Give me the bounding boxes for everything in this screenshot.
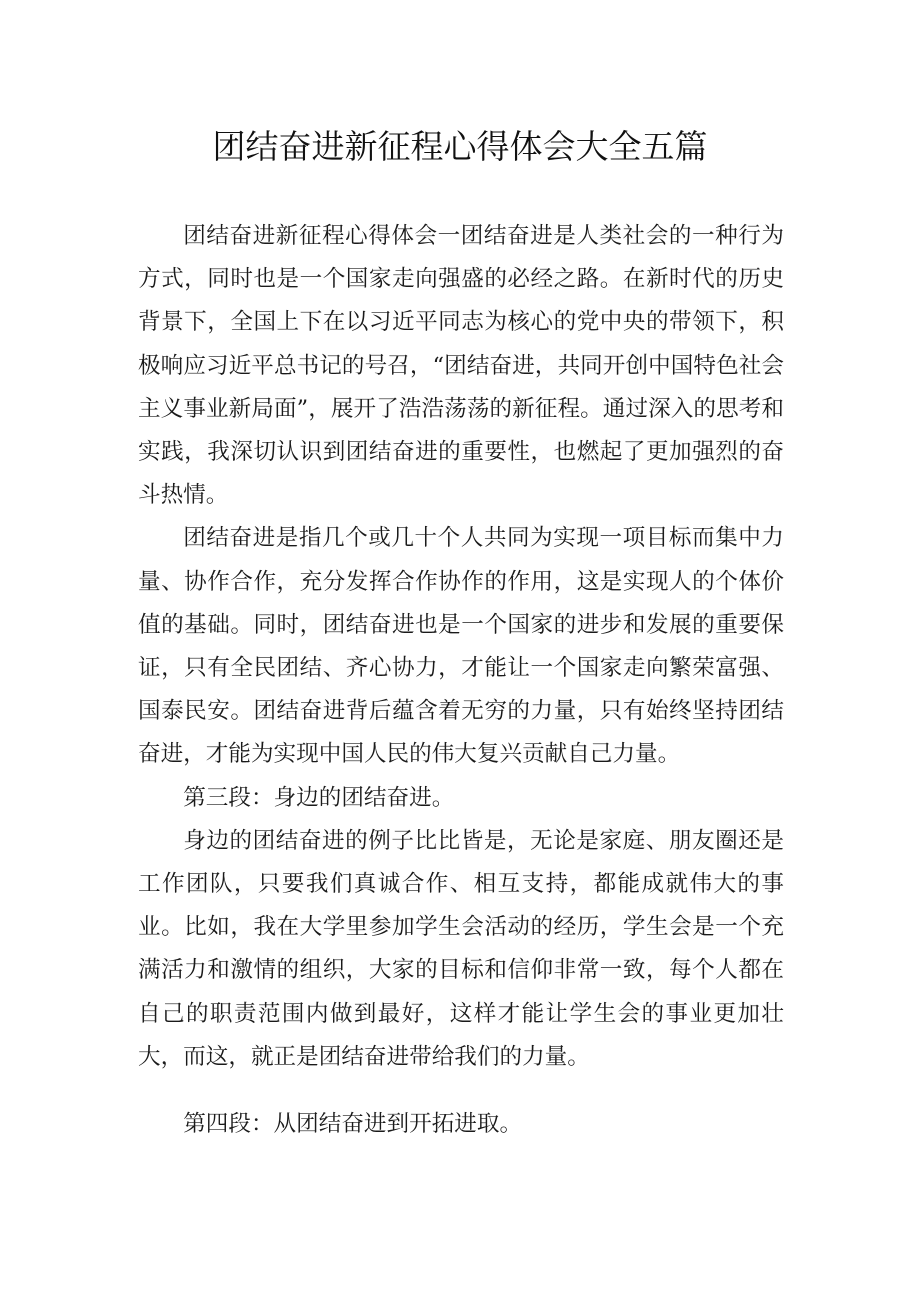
section-heading-four: 第四段：从团结奋进到开拓进取。 [183,1111,523,1138]
paragraph-examples: 身边的团结奋进的例子比比皆是，无论是家庭、朋友圈还是工作团队，只要我们真诚合作、相互支持，都能成就伟大的事业。比如，我在大学里参加学生会活动的经历，学生会是一个充满活力和激情的组织，大家的目标和信仰非常一致，每个人都在自己的职责范围内做到最好，这样才能让学生会的事业更加壮大，而这，就正是团结奋进带给我们的力量。 [138,827,784,1070]
document-title: 团结奋进新征程心得体会大全五篇 [212,127,708,166]
paragraph-intro: 团结奋进新征程心得体会一团结奋进是人类社会的一种行为方式，同时也是一个国家走向强盛的必经之路。在新时代的历史背景下，全国上下在以习近平同志为核心的党中央的带领下，积极响应习近平总书记的号召，“团结奋进，共同开创中国特色社会主义事业新局面”，展开了浩浩荡荡的新征程。通过深入的思考和实践，我深切认识到团结奋进的重要性，也燃起了更加强烈的奋斗热情。 [138,223,784,509]
section-heading-three: 第三段：身边的团结奋进。 [183,784,455,811]
document-body [138,215,784,1146]
paragraph-meaning: 团结奋进是指几个或几十个人共同为实现一项目标而集中力量、协作合作，充分发挥合作协作的作用，这是实现人的个体价值的基础。同时，团结奋进也是一个国家的进步和发展的重要保证，只有全民团结、齐心协力，才能让一个国家走向繁荣富强、国泰民安。团结奋进背后蕴含着无穷的力量，只有始终坚持团结奋进，才能为实现中国人民的伟大复兴贡献自己力量。 [138,525,784,768]
